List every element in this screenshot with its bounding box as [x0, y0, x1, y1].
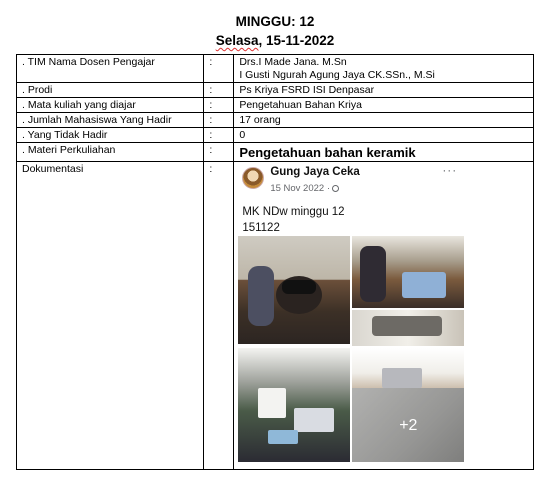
- row-separator: :: [204, 128, 234, 143]
- globe-icon: [332, 185, 339, 192]
- post-author[interactable]: Gung Jaya Ceka: [270, 166, 360, 178]
- row-separator: :: [204, 143, 234, 162]
- class-photo[interactable]: [352, 310, 464, 346]
- date-value: , 15-11-2022: [258, 33, 335, 48]
- class-photo[interactable]: [352, 236, 464, 308]
- table-row: [17, 83, 534, 98]
- row-label: . Yang Tidak Hadir: [17, 128, 204, 143]
- documentation-cell: [234, 162, 534, 470]
- class-photo[interactable]: [238, 348, 350, 462]
- row-label: . Jumlah Mahasiswa Yang Hadir: [17, 113, 204, 128]
- row-separator: :: [204, 83, 234, 98]
- post-text: [242, 204, 344, 236]
- table-row: [17, 128, 534, 143]
- row-value: 0: [234, 128, 534, 143]
- row-label: . Mata kuliah yang diajar: [17, 98, 204, 113]
- class-photo[interactable]: [238, 236, 350, 344]
- lecturer-2: I Gusti Ngurah Agung Jaya CK.SSn., M.Si: [239, 69, 435, 81]
- row-label: . Materi Perkuliahan: [17, 143, 204, 162]
- page-date: [0, 33, 550, 48]
- more-photos-overlay[interactable]: +2: [352, 388, 464, 462]
- post-date-text: 15 Nov 2022 ·: [270, 183, 330, 194]
- post-text-line: MK NDw minggu 12: [242, 206, 345, 218]
- table-row: [17, 162, 534, 470]
- course-info-table: [16, 54, 534, 470]
- row-value: Pengetahuan bahan keramik: [234, 143, 534, 162]
- row-separator: :: [204, 162, 234, 470]
- table-row: [17, 98, 534, 113]
- facebook-post: [238, 164, 468, 460]
- table-row: [17, 113, 534, 128]
- class-photo[interactable]: [352, 388, 464, 462]
- post-text-line: 151122: [242, 222, 280, 234]
- row-label: . Prodi: [17, 83, 204, 98]
- row-separator: :: [204, 55, 234, 83]
- row-label: Dokumentasi: [17, 162, 204, 470]
- row-value: 17 orang: [234, 113, 534, 128]
- more-options-icon[interactable]: ···: [442, 163, 458, 177]
- row-separator: :: [204, 98, 234, 113]
- row-value: Pengetahuan Bahan Kriya: [234, 98, 534, 113]
- date-day: Selasa: [215, 33, 259, 48]
- row-label: . TIM Nama Dosen Pengajar: [17, 55, 204, 83]
- lecturer-names: [234, 55, 534, 83]
- table-row: [17, 55, 534, 83]
- post-date: [270, 182, 339, 195]
- photo-grid: [238, 236, 466, 462]
- avatar[interactable]: [242, 167, 264, 189]
- page-title: MINGGU: 12: [235, 14, 315, 29]
- table-row: [17, 143, 534, 162]
- lecturer-1: Drs.I Made Jana. M.Sn: [239, 56, 347, 68]
- row-separator: :: [204, 113, 234, 128]
- row-value: Ps Kriya FSRD ISI Denpasar: [234, 83, 534, 98]
